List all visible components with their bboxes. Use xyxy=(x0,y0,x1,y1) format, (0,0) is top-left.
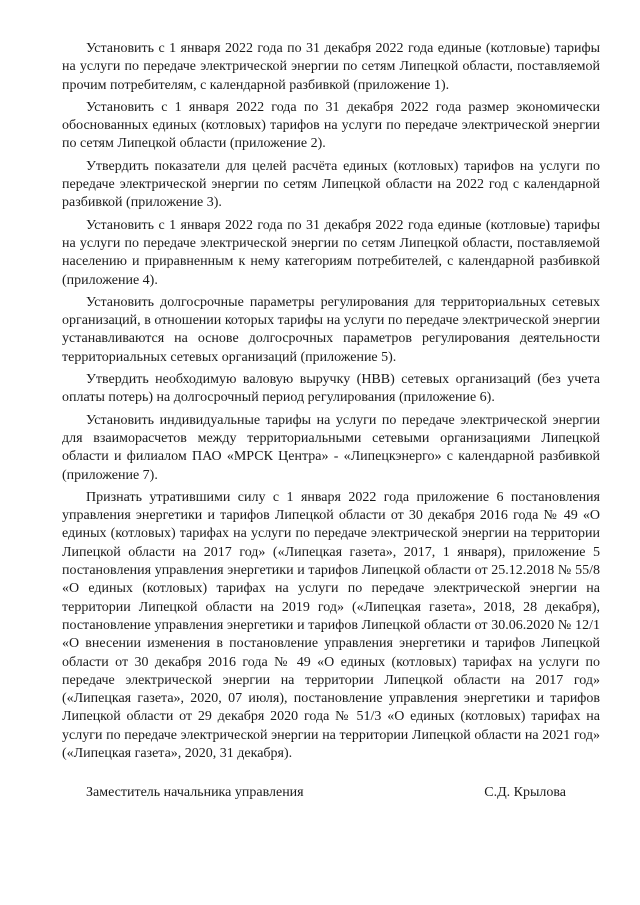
paragraph-3: Утвердить показатели для целей расчёта единых (котловых) тарифов на услуги по передаче электрической энергии по сетям Липецкой области на 2022 год с календарной разбивкой (приложение 3). xyxy=(62,158,600,211)
paragraph-1: Установить с 1 января 2022 года по 31 декабря 2022 года единые (котловые) тарифы на услуги по передаче электрической энергии по сетям Липецкой области, поставляемой прочим потребителям, с календарной разбивкой (приложение 1). xyxy=(62,41,600,93)
document-body xyxy=(62,40,600,767)
paragraph-2: Установить с 1 января 2022 года по 31 декабря 2022 года размер экономически обоснованных единых (котловых) тарифов на услуги по передаче электрической энергии по сетям Липецкой области (приложение 2). xyxy=(62,99,600,152)
signature-block xyxy=(86,785,566,801)
paragraph-4: Установить с 1 января 2022 года по 31 декабря 2022 года единые (котловые) тарифы на услуги по передаче электрической энергии по сетям Липецкой области, поставляемой населению и приравненным к нему категориям потребителей, с календарной разбивкой (приложение 4). xyxy=(62,217,600,288)
paragraph-8: Признать утратившими силу с 1 января 2022 года приложение 6 постановления управления энергетики и тарифов Липецкой области от 30 декабря 2016 года № 49 «О единых (котловых) тарифах на услуги по передаче электрической энергии на территории Липецкой области на 2017 год» («Липецкая газета», 2017, 1 января), приложение 5 постановления управления энергетики и тарифов Липецкой области от 25.12.2018 № 55/8 «О единых (котловых) тарифах на услуги по передаче электрической энергии на территории Липецкой области на 2019 год» («Липецкая газета», 2018, 28 декабря), постановление управления энергетики и тарифов Липецкой области от 30.06.2020 № 12/1 «О внесении изменения в постановление управления энергетики и тарифов Липецкой области от 30 декабря 2016 года № 49 «О единых (котловых) тарифах на услуги по передаче электрической энергии на территории Липецкой области на 2017 год» («Липецкая газета», 2020, 07 июля), постановление управления энергетики и тарифов Липецкой области от 29 декабря 2020 года № 51/3 «О единых (котловых) тарифах на услуги по передаче электрической энергии на территории Липецкой области на 2021 год» («Липецкая газета», 2020, 31 декабря). xyxy=(62,489,600,761)
signature-name: С.Д. Крылова xyxy=(484,785,566,800)
paragraph-5: Установить долгосрочные параметры регулирования для территориальных сетевых организаций, в отношении которых тарифы на услуги по передаче электрической энергии устанавливаются на основе долгосрочных параметров регулирования деятельности территориальных сетевых организаций (приложение 5). xyxy=(62,294,600,365)
signature-position: Заместитель начальника управления xyxy=(86,785,304,800)
paragraph-7: Установить индивидуальные тарифы на услуги по передаче электрической энергии для взаиморасчетов между территориальными сетевыми организациями Липецкой области и филиалом ПАО «МРСК Центра» - «Липецкэнерго» с календарной разбивкой (приложение 7). xyxy=(62,412,600,483)
paragraph-6: Утвердить необходимую валовую выручку (НВВ) сетевых организаций (без учета оплаты потерь) на долгосрочный период регулирования (приложение 6). xyxy=(62,372,600,406)
